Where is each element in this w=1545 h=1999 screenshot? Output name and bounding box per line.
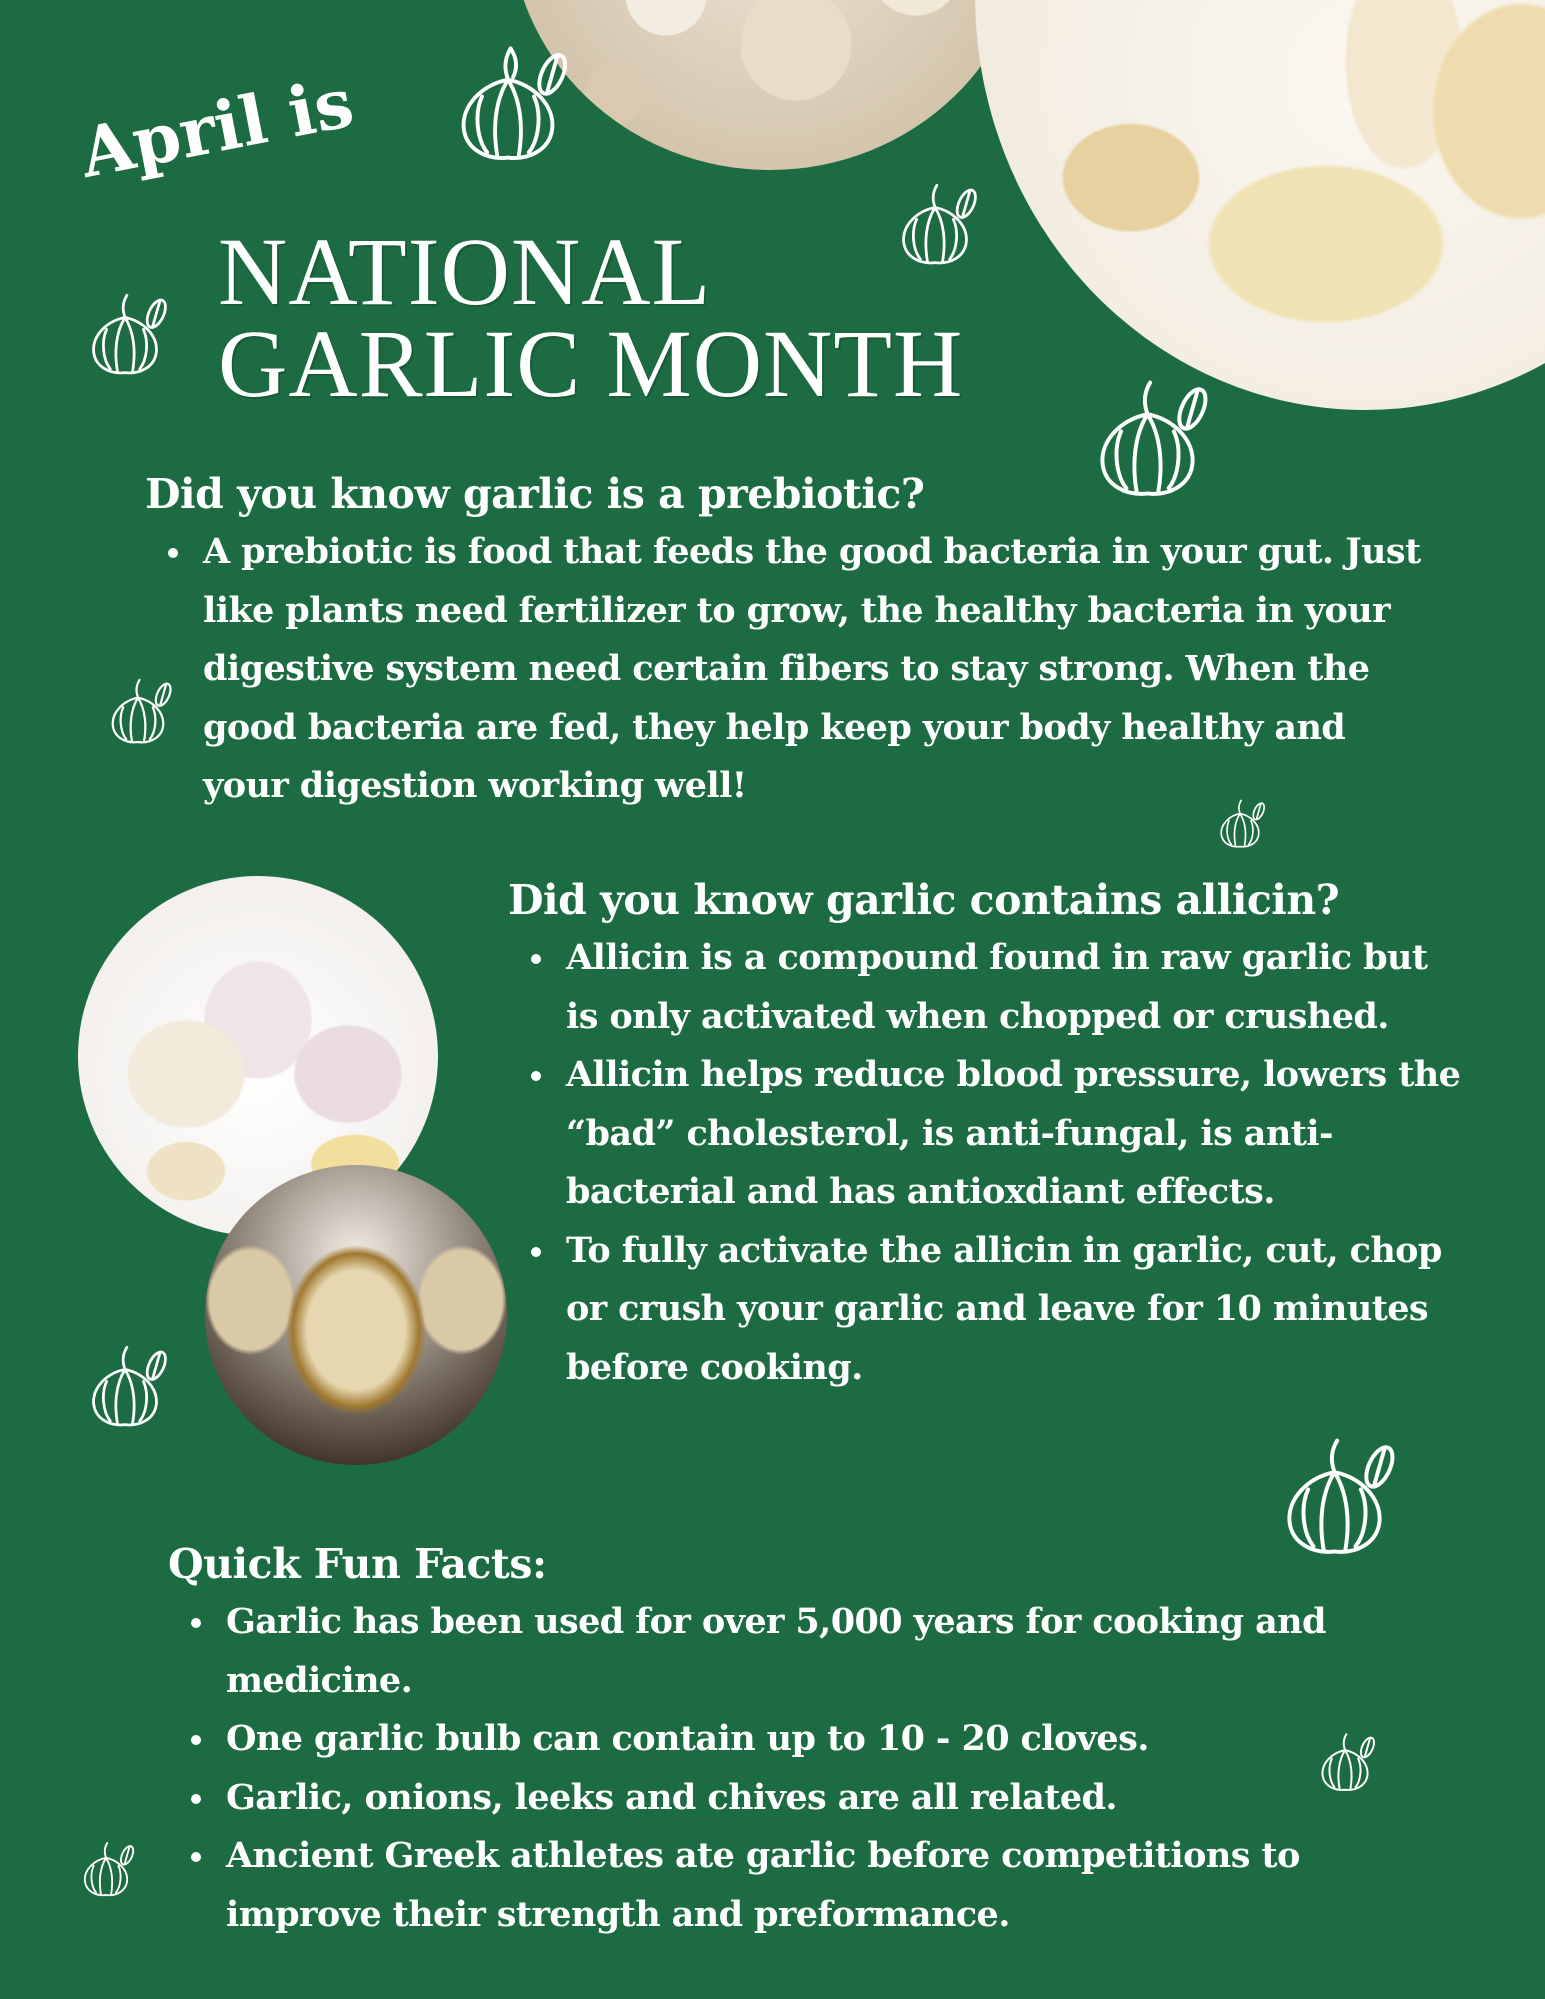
- prebiotic-section: [145, 470, 1421, 816]
- list-item: Garlic has been used for over 5,000 years for cooking and medicine.: [226, 1593, 1456, 1710]
- list-item: Allicin helps reduce blood pressure, lowers the “bad” cholesterol, is anti-fungal, is anti-bacterial and has antioxdiant effects.: [566, 1046, 1466, 1222]
- list-item: Allicin is a compound found in raw garlic but is only activated when chopped or crushed.: [566, 929, 1466, 1046]
- garlic-doodle-icon: [75, 1836, 137, 1902]
- allicin-list: [508, 929, 1518, 1397]
- prebiotic-list: [145, 523, 1421, 816]
- allicin-section: [508, 876, 1518, 1397]
- garlic-doodle-icon: [437, 38, 579, 168]
- prebiotic-heading: Did you know garlic is a prebiotic?: [145, 470, 925, 518]
- list-item: Ancient Greek athletes ate garlic before competitions to improve their strength and preformance.: [226, 1827, 1456, 1944]
- fun-facts-list: [168, 1593, 1468, 1944]
- list-item: A prebiotic is food that feeds the good bacteria in your gut. Just like plants need fertilizer to grow, the healthy bacteria in your digestive system need certain fibers to stay strong. When the good bacteria are fed, they help keep your body healthy and your digestion working well!: [203, 523, 1433, 816]
- roasted-garlic-photo: [205, 1165, 507, 1465]
- list-item: To fully activate the allicin in garlic, cut, chop or crush your garlic and leave for 10 minutes before cooking.: [566, 1222, 1466, 1398]
- fun-facts-heading: Quick Fun Facts:: [168, 1540, 547, 1588]
- page-title: NATIONAL GARLIC MONTH: [218, 218, 964, 417]
- list-item: One garlic bulb can contain up to 10 - 20 cloves.: [226, 1710, 1456, 1769]
- allicin-heading: Did you know garlic contains allicin?: [508, 876, 1340, 924]
- list-item: Garlic, onions, leeks and chives are all related.: [226, 1769, 1456, 1828]
- garlic-doodle-icon: [75, 1340, 175, 1432]
- garlic-cloves-photo-top-right: [975, 0, 1545, 410]
- garlic-bulbs-photo-top: [510, 0, 1030, 170]
- fun-facts-section: [168, 1540, 1468, 1944]
- title-kicker: April is: [73, 62, 360, 194]
- garlic-doodle-icon: [75, 288, 175, 380]
